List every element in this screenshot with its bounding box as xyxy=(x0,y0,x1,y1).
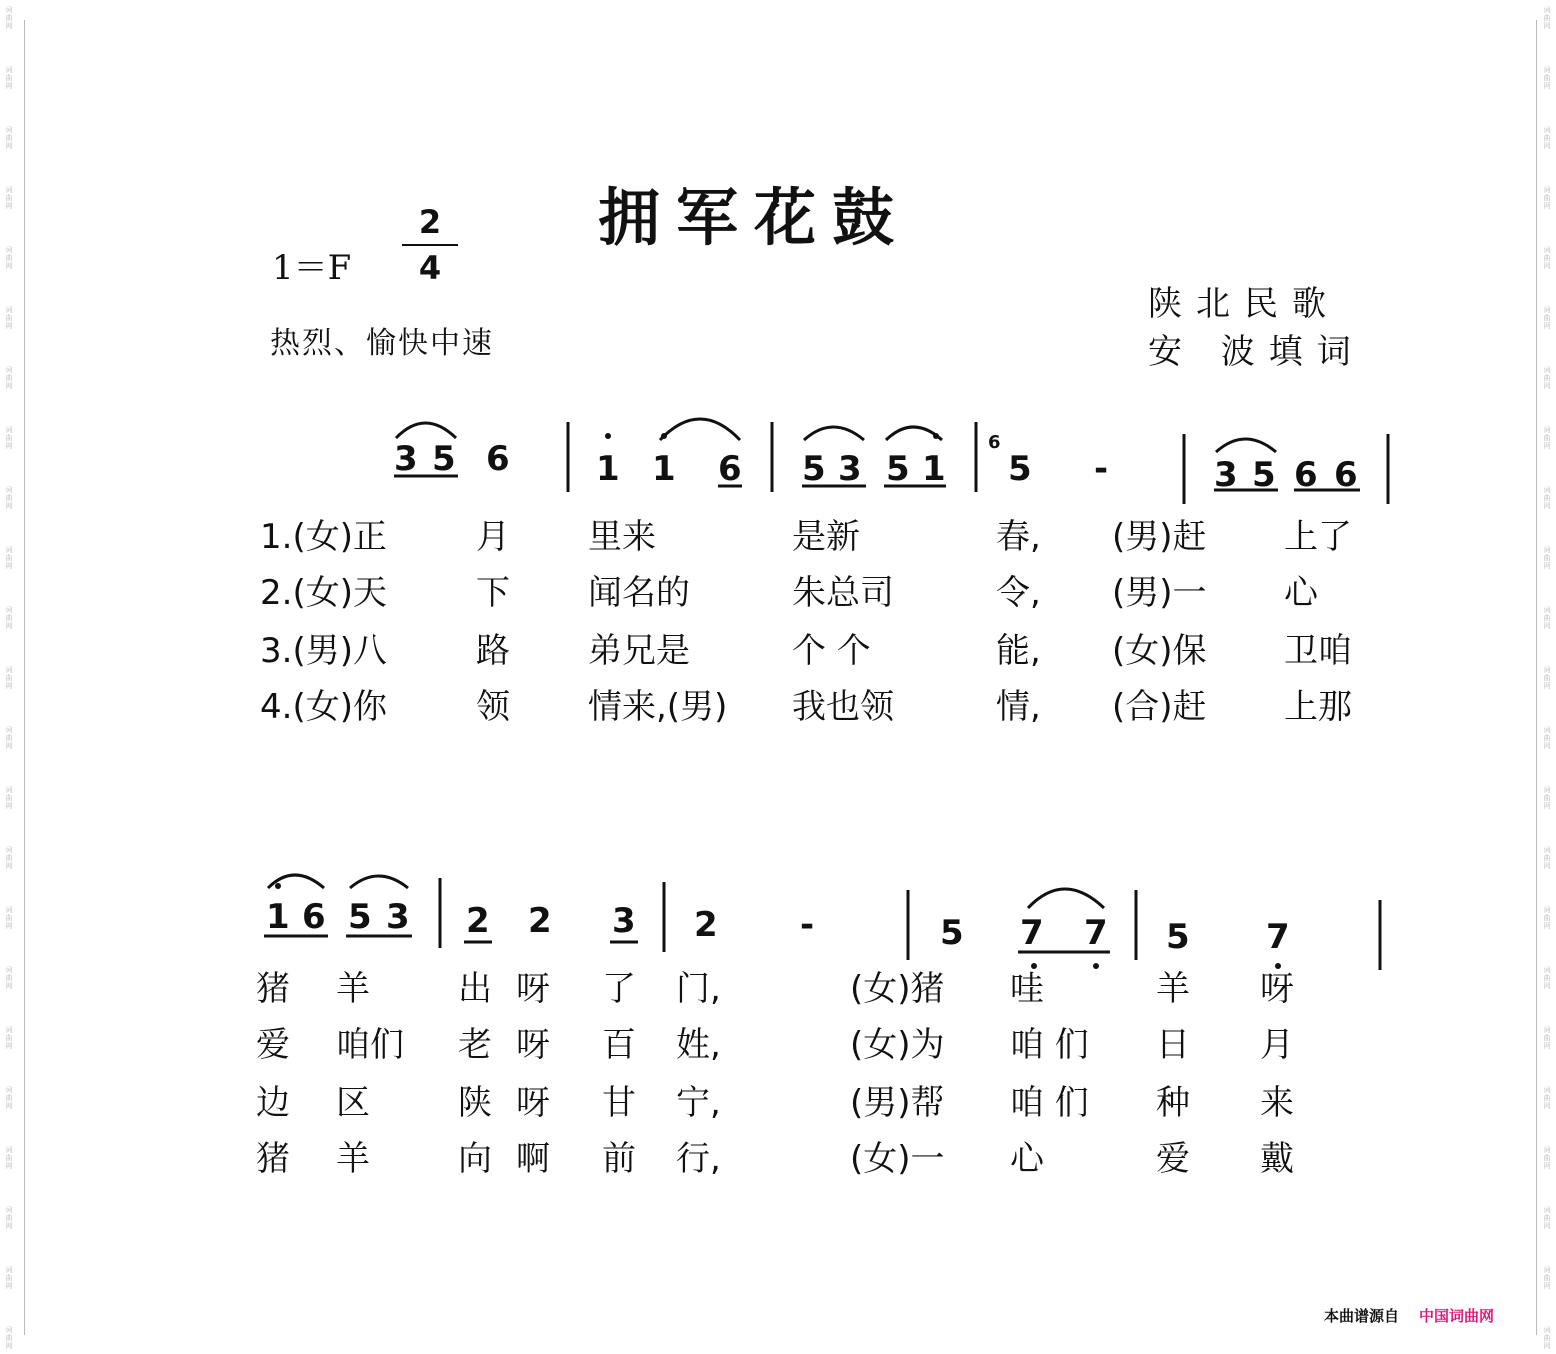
lyric: 呀 xyxy=(516,969,550,1009)
note: 6 xyxy=(302,897,326,937)
lyric: 啊 xyxy=(516,1139,550,1179)
watermark-mark: 词 曲 网 xyxy=(5,906,13,930)
lyric: 边 xyxy=(256,1083,290,1123)
watermark-mark: 词 曲 网 xyxy=(1543,726,1551,750)
note: 5 xyxy=(940,913,964,953)
lyric: (女)一 xyxy=(850,1139,945,1179)
time-signature-bottom: 4 xyxy=(418,249,442,287)
lyric: 来 xyxy=(1260,1083,1294,1123)
watermark-mark: 词 曲 网 xyxy=(5,246,13,270)
octave-dot xyxy=(933,433,939,439)
watermark-mark: 词 曲 网 xyxy=(5,1086,13,1110)
lyric: 心 xyxy=(1010,1139,1044,1179)
watermark-mark: 词 曲 网 xyxy=(1543,1206,1551,1230)
watermark-mark: 词 曲 网 xyxy=(1543,1086,1551,1110)
watermark-mark: 词 曲 网 xyxy=(5,486,13,510)
watermark-mark: 词 曲 网 xyxy=(1543,66,1551,90)
lyric: 种 xyxy=(1156,1083,1190,1123)
slur xyxy=(660,419,740,440)
time-signature-bar xyxy=(402,244,458,246)
lyric: 是新 xyxy=(792,517,860,557)
watermark-mark: 词 曲 网 xyxy=(5,966,13,990)
key-signature: 1＝F xyxy=(272,248,352,288)
lyric: 猪 xyxy=(256,969,290,1009)
lyric: 能, xyxy=(996,631,1041,671)
credit-lyricist: 安 波填词 xyxy=(1148,332,1365,372)
lyric: 春, xyxy=(996,517,1041,557)
notation-staff-2 xyxy=(0,856,1556,976)
lyric: 爱 xyxy=(1156,1139,1190,1179)
watermark-mark: 词 曲 网 xyxy=(1543,606,1551,630)
lyric: 陕 xyxy=(458,1083,492,1123)
octave-dot xyxy=(275,883,281,889)
lyrics-block-1 xyxy=(0,500,1556,750)
lyric: 戴 xyxy=(1260,1139,1294,1179)
note: 5 xyxy=(886,449,910,489)
slur xyxy=(1216,439,1276,452)
slur xyxy=(886,427,942,440)
lyric: 了 xyxy=(602,969,636,1009)
note: 5 xyxy=(802,449,826,489)
lyric: 甘 xyxy=(602,1083,636,1123)
lyric: 宁, xyxy=(676,1083,721,1123)
watermark-mark: 词 曲 网 xyxy=(1543,906,1551,930)
lyrics-block-2 xyxy=(0,960,1556,1210)
watermark-mark: 词 曲 网 xyxy=(1543,1146,1551,1170)
note: 5 xyxy=(348,897,372,937)
note: 7 xyxy=(1266,917,1290,957)
lyric: 里来 xyxy=(588,517,656,557)
watermark-mark: 词 曲 网 xyxy=(5,1326,13,1350)
watermark-mark: 词 曲 网 xyxy=(1543,666,1551,690)
watermark-mark: 词 曲 网 xyxy=(5,846,13,870)
watermark-mark: 词 曲 网 xyxy=(5,546,13,570)
lyric: 羊 xyxy=(336,969,370,1009)
lyric: 路 xyxy=(476,631,510,671)
lyric: 哇 xyxy=(1010,969,1044,1009)
note: 6 xyxy=(486,439,510,479)
watermark-mark: 词 曲 网 xyxy=(1543,6,1551,30)
song-title: 拥军花鼓 xyxy=(598,181,911,254)
note: 6 xyxy=(1294,455,1318,495)
footer-site-link[interactable]: 中国词曲网 xyxy=(1419,1307,1495,1325)
lyric: 个 个 xyxy=(792,631,871,671)
lyric: 月 xyxy=(1260,1025,1294,1065)
octave-dot xyxy=(661,433,667,439)
watermark-mark: 词 曲 网 xyxy=(5,1146,13,1170)
lyric: (男)赶 xyxy=(1112,517,1207,557)
lyric: 行, xyxy=(676,1139,721,1179)
slur xyxy=(1028,889,1104,908)
note: 3 xyxy=(612,901,636,941)
lyric: 月 xyxy=(476,517,510,557)
lyric: (男)帮 xyxy=(850,1083,945,1123)
lyric: (女)猪 xyxy=(850,969,945,1009)
watermark-mark: 词 曲 网 xyxy=(5,1206,13,1230)
lyric: 3.(男)八 xyxy=(260,631,387,671)
watermark-mark: 词 曲 网 xyxy=(1543,486,1551,510)
time-signature-top: 2 xyxy=(418,203,442,241)
watermark-mark: 词 曲 网 xyxy=(1543,126,1551,150)
note: 6 xyxy=(718,449,742,489)
lyric: 呀 xyxy=(516,1083,550,1123)
lyric: 下 xyxy=(476,573,510,613)
watermark-mark: 词 曲 网 xyxy=(5,126,13,150)
lyric: 闻名的 xyxy=(588,573,690,613)
grace-note: 6 xyxy=(988,432,1001,453)
dash: - xyxy=(800,905,815,945)
lyric: (合)赶 xyxy=(1112,687,1207,727)
lyric: 4.(女)你 xyxy=(260,687,387,727)
watermark-mark: 词 曲 网 xyxy=(1543,846,1551,870)
lyric: 出 xyxy=(458,969,492,1009)
lyric-verse-4 xyxy=(256,1139,1294,1179)
lyric: 朱总司 xyxy=(792,573,894,613)
watermark-mark: 词 曲 网 xyxy=(1543,966,1551,990)
slur xyxy=(350,876,408,888)
tempo-marking: 热烈、愉快中速 xyxy=(270,326,494,361)
watermark-mark: 词 曲 网 xyxy=(1543,426,1551,450)
watermark-mark: 词 曲 网 xyxy=(1543,306,1551,330)
lyric: 爱 xyxy=(256,1025,290,1065)
note: 1 xyxy=(596,449,620,489)
watermark-mark: 词 曲 网 xyxy=(5,306,13,330)
lyric: 卫咱 xyxy=(1284,631,1352,671)
watermark-mark: 词 曲 网 xyxy=(5,6,13,30)
lyric: 情来,(男) xyxy=(588,687,728,727)
note: 1 xyxy=(652,449,676,489)
lyric: (女)为 xyxy=(850,1025,945,1065)
lyric: 前 xyxy=(602,1139,636,1179)
note: 1 xyxy=(266,897,290,937)
lyric: 羊 xyxy=(336,1139,370,1179)
credit-origin: 陕北民歌 xyxy=(1148,284,1340,324)
footer-prefix: 本曲谱源自 xyxy=(1324,1307,1400,1325)
time-signature xyxy=(402,202,458,288)
lyric-verse-1 xyxy=(256,969,1294,1009)
note: 5 xyxy=(1166,917,1190,957)
lyric-verse-4 xyxy=(260,687,1352,727)
lyric-verse-3 xyxy=(260,631,1352,671)
watermark-mark: 词 曲 网 xyxy=(5,66,13,90)
watermark-mark: 词 曲 网 xyxy=(1543,1326,1551,1350)
watermark-mark: 词 曲 网 xyxy=(1543,366,1551,390)
watermark-mark: 词 曲 网 xyxy=(5,1266,13,1290)
lyric: 老 xyxy=(458,1025,492,1065)
lyric: 呀 xyxy=(1260,969,1294,1009)
lyric: 咱 们 xyxy=(1010,1083,1089,1123)
lyric: 情, xyxy=(996,687,1041,727)
lyric-verse-1 xyxy=(260,517,1352,557)
note: 2 xyxy=(528,901,552,941)
watermark-mark: 词 曲 网 xyxy=(5,786,13,810)
notation-staff-1 xyxy=(0,400,1556,510)
watermark-mark: 词 曲 网 xyxy=(5,606,13,630)
note: 7 xyxy=(1020,913,1044,953)
lyric: 咱们 xyxy=(336,1025,404,1065)
lyric-verse-2 xyxy=(260,573,1320,613)
lyric: 百 xyxy=(602,1025,636,1065)
note: 3 xyxy=(838,449,862,489)
lyric: 呀 xyxy=(516,1025,550,1065)
watermark-mark: 词 曲 网 xyxy=(5,186,13,210)
note: 7 xyxy=(1084,913,1108,953)
watermark-mark: 词 曲 网 xyxy=(1543,786,1551,810)
note: 3 xyxy=(386,897,410,937)
watermark-mark: 词 曲 网 xyxy=(1543,186,1551,210)
lyric-verse-2 xyxy=(256,1025,1294,1065)
note: 5 xyxy=(432,439,456,479)
watermark-mark: 词 曲 网 xyxy=(1543,546,1551,570)
slur xyxy=(804,427,864,440)
note: 2 xyxy=(466,901,490,941)
note: 3 xyxy=(1214,455,1238,495)
watermark-mark: 词 曲 网 xyxy=(1543,1266,1551,1290)
note: 6 xyxy=(1334,455,1358,495)
lyric: 区 xyxy=(336,1083,370,1123)
lyric: 1.(女)正 xyxy=(260,517,387,557)
lyric: 2.(女)天 xyxy=(260,573,387,613)
lyric: 弟兄是 xyxy=(588,631,690,671)
note: 5 xyxy=(1252,455,1276,495)
lyric-verse-3 xyxy=(256,1083,1294,1123)
lyric: 羊 xyxy=(1156,969,1190,1009)
lyric: (男)一 xyxy=(1112,573,1207,613)
lyric: 咱 们 xyxy=(1010,1025,1089,1065)
watermark-mark: 词 曲 网 xyxy=(1543,246,1551,270)
lyric: 上了 xyxy=(1284,517,1352,557)
note: 5 xyxy=(1008,449,1032,489)
lyric: 姓, xyxy=(676,1025,721,1065)
watermark-mark: 词 曲 网 xyxy=(5,726,13,750)
note: 3 xyxy=(394,439,418,479)
lyric: 心 xyxy=(1284,573,1318,613)
lyric: 猪 xyxy=(256,1139,290,1179)
octave-dot xyxy=(605,433,611,439)
lyric: 门, xyxy=(676,969,721,1009)
slur xyxy=(396,423,456,438)
watermark-mark: 词 曲 网 xyxy=(1543,1026,1551,1050)
lyric: 令, xyxy=(996,573,1041,613)
lyric: 领 xyxy=(476,687,510,727)
watermark-mark: 词 曲 网 xyxy=(5,366,13,390)
lyric: 向 xyxy=(458,1139,492,1179)
source-footer xyxy=(1324,1305,1494,1326)
lyric: 上那 xyxy=(1284,687,1352,727)
lyric: 我也领 xyxy=(792,687,894,727)
note: 1 xyxy=(922,449,946,489)
watermark-mark: 词 曲 网 xyxy=(5,1026,13,1050)
dash: - xyxy=(1094,449,1109,489)
lyric: (女)保 xyxy=(1112,631,1207,671)
watermark-mark: 词 曲 网 xyxy=(5,426,13,450)
note: 2 xyxy=(694,905,718,945)
lyric: 日 xyxy=(1156,1025,1190,1065)
watermark-mark: 词 曲 网 xyxy=(5,666,13,690)
